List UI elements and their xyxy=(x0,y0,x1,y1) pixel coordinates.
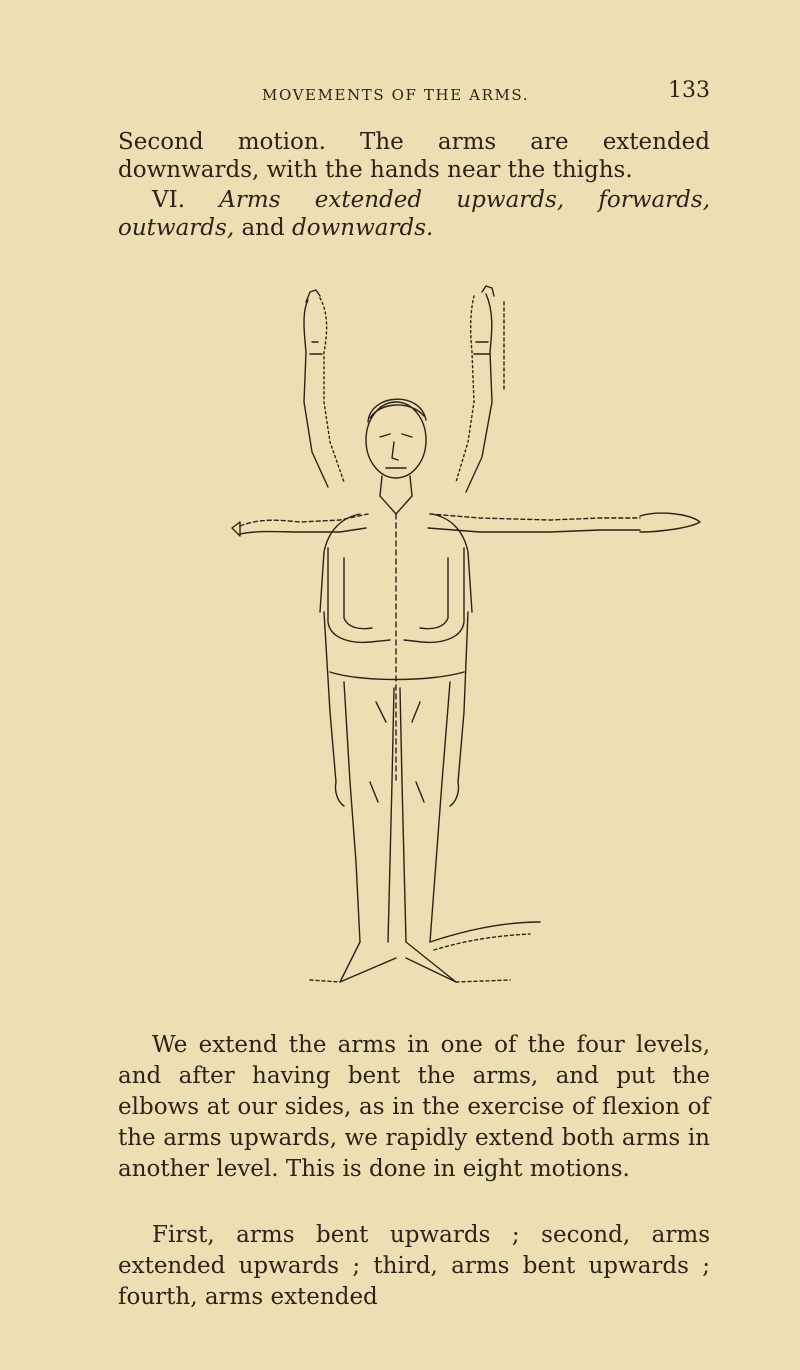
section-title-and: and xyxy=(241,215,285,241)
section-title-italic: Arms extended upwards, forwards, outwards, xyxy=(118,187,711,241)
paragraph-second-motion: Second motion. The arms are extended downwards, with the hands near the thighs. xyxy=(118,129,710,183)
running-head xyxy=(0,78,800,108)
section-heading xyxy=(118,186,710,242)
running-title: MOVEMENTS OF THE ARMS. xyxy=(262,86,530,104)
page-number: 133 xyxy=(668,78,710,103)
section-number: VI. xyxy=(152,187,186,213)
section-title-italic-end: downwards. xyxy=(292,215,434,241)
paragraph-body-2: First, arms bent upwards ; second, arms extended upwards ; third, arms bent upwards ; fourth, arms extended xyxy=(118,1222,710,1310)
standing-figure-arms-extended-illustration xyxy=(220,282,720,1022)
paragraph-body-1: We extend the arms in one of the four levels, and after having bent the arms, and put the elbows at our sides, as in the exercise of flexion of the arms upwards, we rapidly extend both arms in another level. This is done in eight motions. xyxy=(118,1032,710,1182)
